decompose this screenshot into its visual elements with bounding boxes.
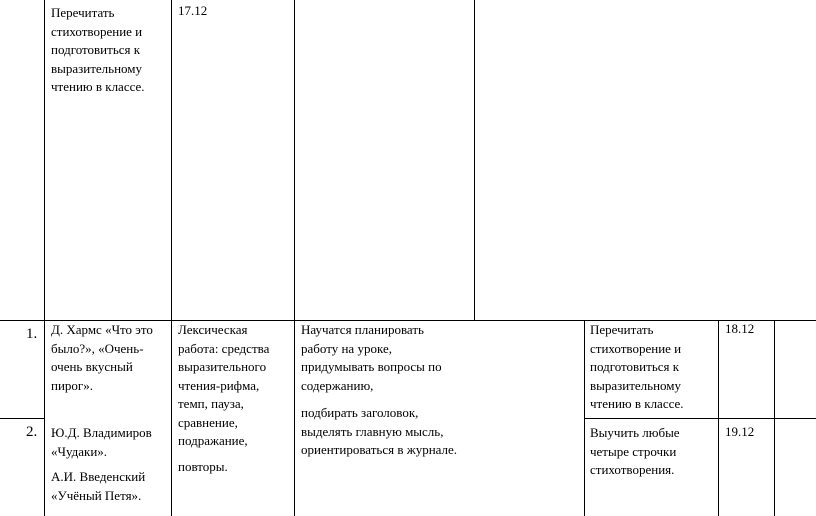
top-right-border [474,0,475,320]
row-2-homework: Выучить любые четыре строчки стихотворения. [590,425,680,477]
row-separator-lower [0,418,44,419]
top-col-divider-1 [171,0,172,516]
outcomes-text: Научатся планировать работу на уроке, придумывать вопросы по содержанию, [301,322,442,393]
row-2-topic: Ю.Д. Владимиров «Чудаки». [51,425,152,459]
row-1-homework: Перечитать стихотворение и подготовиться к выразительному чтению в классе. [590,322,684,411]
row-number-2: 2. [26,424,38,440]
vocabulary-end: повторы. [178,459,228,474]
outcomes-more: подбирать заголовок, выделять главную мысль, ориентироваться в журнале. [301,405,458,457]
row-2-topic-extra: А.И. Введенский «Учёный Петя». [51,469,146,503]
row-1-topic: Д. Хармс «Что это было?», «Очень- очень вкусный пирог». [51,322,153,393]
top-left-border [44,0,45,516]
top-homework-text: Перечитать стихотворение и подготовиться к выразительному чтению в классе. [51,5,145,94]
top-date: 17.12 [178,3,208,18]
row-separator-lower-mid [584,418,816,419]
top-col-divider-2 [294,0,295,516]
row-2-date: 19.12 [725,424,755,439]
vocabulary-text: Лексическая работа: средства выразительного чтения-рифма, темп, пауза, сравнение, подражание, [178,322,270,448]
row-1-date: 18.12 [725,321,755,336]
row-number-1: 1. [26,326,38,342]
